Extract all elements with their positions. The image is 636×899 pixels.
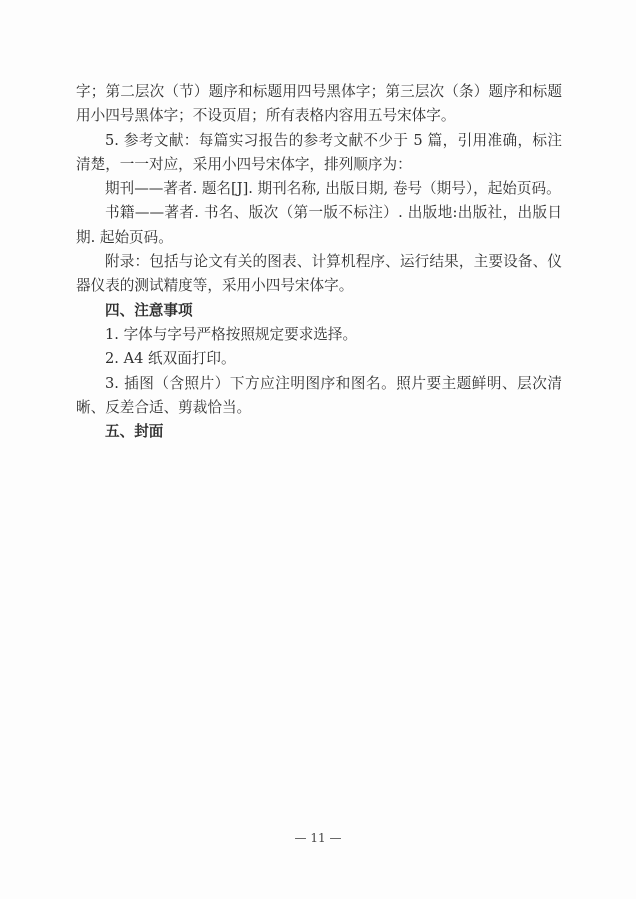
note-item-figures: 3. 插图（含照片）下方应注明图序和图名。照片要主题鲜明、层次清晰、反差合适、剪裁恰当。 [76, 374, 562, 416]
paragraph-book-format: 书籍——著者. 书名、版次（第一版不标注）. 出版地:出版社，出版日期. 起始页码。 [76, 204, 562, 246]
note-item-print: 2. A4 纸双面打印。 [105, 350, 236, 368]
section-heading-cover: 五、封面 [105, 423, 164, 441]
paragraph-references: 5. 参考文献：每篇实习报告的参考文献不少于 5 篇，引用准确，标注清楚，一一对应，采用小四号宋体字，排列顺序为： [76, 131, 562, 173]
paragraph-appendix: 附录：包括与论文有关的图表、计算机程序、运行结果，主要设备、仪器仪表的测试精度等，采用小四号宋体字。 [76, 253, 562, 295]
paragraph-journal-format: 期刊——著者. 题名[J]. 期刊名称, 出版日期, 卷号（期号），起始页码。 [105, 180, 561, 198]
note-item-font: 1. 字体与字号严格按照规定要求选择。 [105, 325, 358, 343]
page-number: — 11 — [294, 831, 342, 845]
document-body [76, 80, 562, 444]
paragraph-heading-formats: 字；第二层次（节）题序和标题用四号黑体字；第三层次（条）题序和标题用小四号黑体字；不设页眉；所有表格内容用五号宋体字。 [76, 83, 562, 125]
section-heading-notes: 四、注意事项 [105, 301, 193, 319]
